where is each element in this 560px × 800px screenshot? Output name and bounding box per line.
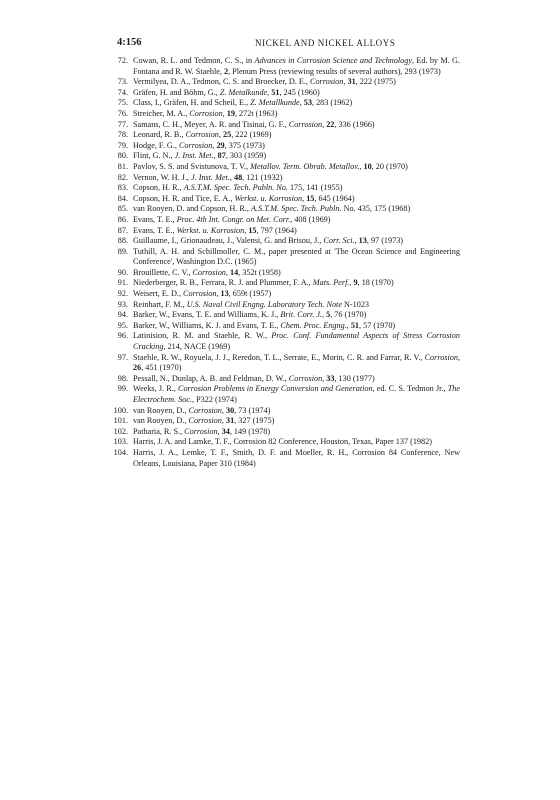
reference-segment: Weeks, J. R., <box>133 384 178 394</box>
reference-segment: , <box>217 426 222 436</box>
reference-item <box>108 215 460 226</box>
reference-number: 100. <box>113 405 128 415</box>
reference-segment: Vernon, W. H. J., <box>133 172 191 182</box>
reference-text <box>133 406 460 417</box>
reference-number: 84. <box>117 193 128 203</box>
reference-number: 94. <box>117 310 128 320</box>
reference-segment: , 245 (1960) <box>279 87 320 97</box>
reference-item <box>108 406 460 417</box>
reference-segment: , 336 (1966) <box>334 119 375 129</box>
reference-volume: 22 <box>326 119 335 129</box>
reference-text <box>133 141 460 152</box>
reference-item <box>108 204 460 215</box>
reference-segment: , 222 (1969) <box>231 130 272 140</box>
reference-segment: Flint, G. N., <box>133 151 175 161</box>
reference-title: Corr. Sci. <box>323 236 355 246</box>
reference-segment: van Rooyen, D., <box>133 405 189 415</box>
reference-segment: Streicher, M. A., <box>133 108 190 118</box>
reference-number: 85. <box>117 204 128 214</box>
reference-segment: , 283 (1962) <box>311 98 353 108</box>
reference-number: 89. <box>117 246 128 256</box>
reference-item <box>108 88 460 99</box>
reference-item <box>108 427 460 438</box>
reference-segment: , 73 (1974) <box>234 405 271 415</box>
reference-number: 102. <box>113 426 128 436</box>
reference-segment: Weisert, E. D., <box>133 289 184 299</box>
page-header <box>117 37 465 51</box>
reference-segment: Samans, C. H., Meyer, A. R. and Tisinai, G. F., <box>133 119 289 129</box>
reference-text <box>133 437 460 448</box>
reference-number: 90. <box>117 267 128 277</box>
reference-item <box>108 416 460 427</box>
reference-text <box>133 151 460 162</box>
reference-volume: 13 <box>358 236 367 246</box>
reference-title: Corrosion <box>288 119 323 129</box>
reference-title: U.S. Naval Civil Engng. Laboratory Tech. Note <box>186 299 342 309</box>
reference-item <box>108 56 460 77</box>
reference-segment: Tuthill, A. H. and Schillmoller, C. M., paper presented at 'The Ocean Science and Engineering Conference', Washington D.C. (1965) <box>133 246 460 267</box>
reference-segment: Cowan, R. L. and Tedmon, C. S., in <box>133 56 255 65</box>
reference-segment: , 222 (1975) <box>355 77 396 87</box>
reference-volume: 9 <box>353 278 358 288</box>
reference-text <box>133 289 460 300</box>
reference-title: Corrosion <box>424 352 458 362</box>
reference-segment: , 408 (1969) <box>290 214 331 224</box>
reference-title: Advances in Corrosion Science and Technology <box>254 56 412 65</box>
reference-segment: , 18 (1970) <box>357 278 394 288</box>
reference-text <box>133 300 460 311</box>
reference-text <box>133 374 460 385</box>
reference-item <box>108 278 460 289</box>
reference-item <box>108 77 460 88</box>
reference-segment: Copson, H. R. and Tice, E. A., <box>133 193 235 203</box>
reference-segment: Gräfen, H. and Böhm, G., <box>133 87 220 97</box>
reference-text <box>133 56 460 77</box>
reference-title: Werkst. u. Korrosion <box>176 225 245 235</box>
page-number: 4:156 <box>117 37 142 48</box>
reference-number: 87. <box>117 225 128 235</box>
reference-item <box>108 321 460 332</box>
reference-volume: 48 <box>233 172 243 182</box>
reference-volume: 34 <box>221 426 230 436</box>
reference-volume: 5 <box>326 310 331 320</box>
reference-text <box>133 194 460 205</box>
reference-volume: 53 <box>303 98 312 108</box>
reference-text <box>133 278 460 289</box>
reference-text <box>133 353 460 374</box>
reference-segment: Leonard, R. B., <box>133 130 186 140</box>
reference-item <box>108 331 460 352</box>
reference-segment: Niederberger, R. B., Ferrara, R. J. and Plummer, F. A., <box>133 278 313 288</box>
reference-item <box>108 310 460 321</box>
reference-text <box>133 384 460 405</box>
reference-segment: , <box>322 373 327 383</box>
reference-title: Corrosion Problems in Energy Conversion and Generation <box>178 384 373 394</box>
reference-segment: , <box>346 320 351 330</box>
reference-item <box>108 374 460 385</box>
reference-segment: Patharia, R. S., <box>133 426 185 436</box>
reference-number: 83. <box>117 183 128 193</box>
reference-segment: , 97 (1973) <box>366 236 404 246</box>
reference-segment: , <box>216 289 221 299</box>
reference-text <box>133 247 460 268</box>
reference-segment: , <box>221 416 226 426</box>
reference-item <box>108 194 460 205</box>
reference-text <box>133 88 460 99</box>
reference-segment: Harris, J. A. and Lamke, T. F., Corrosion 82 Conference, Houston, Texas, Paper 137 (1982) <box>133 437 432 447</box>
reference-title: A.S.T.M. Spec. Tech. Publn. No. <box>183 183 288 193</box>
reference-item <box>108 300 460 311</box>
reference-number: 91. <box>117 278 128 288</box>
reference-text <box>133 427 460 438</box>
reference-segment: Class, I., Gräfen, H. and Scheil, E., <box>133 98 251 108</box>
reference-volume: 13 <box>220 289 229 299</box>
reference-segment: , 451 (1970) <box>141 363 182 373</box>
reference-number: 82. <box>117 172 128 182</box>
reference-segment: van Rooyen, D., <box>133 416 189 426</box>
reference-segment: , <box>354 236 359 246</box>
reference-number: 74. <box>117 87 128 97</box>
reference-segment: , <box>359 161 364 171</box>
reference-number: 75. <box>117 98 128 108</box>
reference-segment: Evans, T. E., <box>133 225 177 235</box>
reference-segment: , <box>218 130 223 140</box>
reference-volume: 33 <box>326 373 335 383</box>
reference-segment: 175, 141 (1955) <box>287 183 343 193</box>
reference-segment: , <box>302 193 307 203</box>
reference-number: 88. <box>117 236 128 246</box>
reference-segment: Vermilyea, D. A., Tedmon, C. S. and Broecker, D. E., <box>133 77 310 87</box>
reference-segment: Hodge, F. G., <box>133 140 179 150</box>
running-title: NICKEL AND NICKEL ALLOYS <box>255 38 396 48</box>
reference-item <box>108 247 460 268</box>
reference-item <box>108 109 460 120</box>
reference-segment: , <box>322 119 327 129</box>
reference-segment: Evans, T. E., <box>133 214 177 224</box>
reference-item <box>108 448 460 469</box>
reference-title: Proc. Conf. Fundamental Aspects of Stress Corrosion Cracking <box>133 331 460 352</box>
reference-volume: 87 <box>217 151 226 161</box>
reference-segment: Reinhart, F. M., <box>133 299 187 309</box>
reference-number: 76. <box>117 108 128 118</box>
reference-number: 99. <box>117 384 128 394</box>
reference-title: Z. Metalkunde <box>219 87 268 97</box>
reference-item <box>108 289 460 300</box>
reference-title: Chem. Proc. Engng. <box>280 320 347 330</box>
reference-text <box>133 331 460 352</box>
reference-volume: 15 <box>248 225 257 235</box>
reference-segment: , <box>229 172 234 182</box>
reference-title: A.S.T.M. Spec. Tech. Publn. <box>251 204 342 214</box>
reference-item <box>108 151 460 162</box>
reference-number: 95. <box>117 320 128 330</box>
reference-text <box>133 162 460 173</box>
reference-title: Corrosion <box>188 416 222 426</box>
reference-volume: 51 <box>350 320 359 330</box>
reference-volume: 15 <box>306 193 315 203</box>
reference-segment: , <box>322 310 327 320</box>
reference-number: 73. <box>117 77 128 87</box>
reference-number: 96. <box>117 331 128 341</box>
reference-number: 98. <box>117 373 128 383</box>
reference-segment: , <box>299 98 304 108</box>
reference-segment: , <box>349 278 354 288</box>
reference-text <box>133 130 460 141</box>
reference-volume: 14 <box>229 267 239 277</box>
reference-segment: , <box>221 405 226 415</box>
reference-number: 78. <box>117 130 128 140</box>
reference-number: 72. <box>117 56 128 65</box>
reference-number: 86. <box>117 214 128 224</box>
reference-volume: 31 <box>347 77 356 87</box>
reference-segment: N-1023 <box>341 299 370 309</box>
reference-segment: , ed. C. S. Tedmon Jr., <box>372 384 448 394</box>
reference-text <box>133 120 460 131</box>
reference-segment: Staehle, R. W., Royuela, J. J., Reredon, T. L., Serrate, E., Morin, C. R. and Farrar, R. V., <box>133 352 425 362</box>
reference-volume: 25 <box>223 130 232 140</box>
reference-list <box>108 56 460 469</box>
reference-title: Z. Metallkunde <box>250 98 300 108</box>
reference-item <box>108 183 460 194</box>
reference-item <box>108 353 460 374</box>
reference-segment: van Rooyen, D. and Copson, H. R., <box>133 204 252 214</box>
reference-volume: 31 <box>225 416 235 426</box>
reference-segment: , 20 (1970) <box>371 161 408 171</box>
reference-segment: , 327 (1975) <box>234 416 275 426</box>
reference-segment: , <box>457 352 460 362</box>
reference-text <box>133 109 460 120</box>
reference-segment: Latinision, R. M. and Staehle, R. W., <box>133 331 272 341</box>
reference-text <box>133 321 460 332</box>
reference-segment: Brouillette, C. V., <box>133 267 193 277</box>
reference-segment: , 645 (1964) <box>314 193 355 203</box>
reference-segment: , <box>212 140 217 150</box>
reference-segment: Barker, W., Williams, K. J. and Evans, T. E., <box>133 320 281 330</box>
reference-volume: 30 <box>225 405 235 415</box>
reference-title: Corrosion <box>185 130 219 140</box>
reference-item <box>108 98 460 109</box>
reference-item <box>108 141 460 152</box>
reference-title: Metallov. Term. Obrab. Metallov. <box>250 161 360 171</box>
reference-text <box>133 204 460 215</box>
reference-segment: , P322 (1974) <box>192 395 237 404</box>
reference-text <box>133 268 460 279</box>
reference-item <box>108 236 460 247</box>
reference-text <box>133 310 460 321</box>
reference-number: 80. <box>117 151 128 161</box>
reference-segment: , 797 (1964) <box>256 225 297 235</box>
reference-segment: , 214, NACE (1969) <box>163 342 231 352</box>
reference-segment: No. 435, 175 (1968) <box>341 204 411 214</box>
reference-volume: 2 <box>223 66 229 76</box>
reference-volume: 51 <box>271 87 280 97</box>
reference-title: Corrosion <box>310 77 344 87</box>
reference-text <box>133 226 460 237</box>
reference-segment: Guillaume, I., Grionaudeau, J., Valensi, G. and Brisou, J., <box>133 236 324 246</box>
reference-title: Brit. Corr. J. <box>280 310 323 320</box>
reference-text <box>133 173 460 184</box>
reference-segment: , 76 (1970) <box>330 310 367 320</box>
reference-segment: , 352t (1958) <box>238 267 281 277</box>
reference-segment: Barker, W., Evans, T. E. and Williams, K. J., <box>133 310 281 320</box>
reference-item <box>108 120 460 131</box>
reference-number: 92. <box>117 289 128 299</box>
reference-number: 97. <box>117 352 128 362</box>
reference-title: Corrosion <box>188 405 222 415</box>
reference-title: Proc. 4th Int. Congr. on Met. Corr. <box>176 214 291 224</box>
reference-item <box>108 437 460 448</box>
reference-item <box>108 268 460 279</box>
reference-text <box>133 448 460 469</box>
reference-segment: , <box>213 151 218 161</box>
reference-segment: , Ed. by M. G. Fontana and R. W. Staehle, <box>133 56 460 76</box>
reference-segment: , 121 (1932) <box>242 172 283 182</box>
reference-segment: , <box>244 225 249 235</box>
reference-segment: , 149 (1978) <box>229 426 271 436</box>
reference-text <box>133 183 460 194</box>
reference-item <box>108 173 460 184</box>
reference-text <box>133 215 460 226</box>
reference-title: J. Inst. Met. <box>174 151 214 161</box>
reference-text <box>133 77 460 88</box>
reference-item <box>108 162 460 173</box>
reference-number: 93. <box>117 299 128 309</box>
reference-segment: , 375 (1973) <box>224 140 265 150</box>
reference-segment: , 303 (1959) <box>225 151 267 161</box>
reference-title: Corrosion <box>184 426 218 436</box>
reference-title: The Electrochem. Soc. <box>133 384 460 404</box>
reference-item <box>108 130 460 141</box>
reference-text <box>133 416 460 427</box>
reference-volume: 29 <box>216 140 225 150</box>
reference-title: Corrosion <box>178 140 213 150</box>
reference-number: 104. <box>113 447 128 457</box>
reference-segment: , <box>267 87 272 97</box>
reference-text <box>133 98 460 109</box>
reference-segment: , <box>343 77 348 87</box>
reference-number: 79. <box>117 140 128 150</box>
reference-number: 77. <box>117 119 128 129</box>
reference-title: Corrosion <box>288 373 323 383</box>
reference-number: 81. <box>117 161 128 171</box>
reference-item <box>108 226 460 237</box>
reference-volume: 10 <box>363 161 372 171</box>
reference-segment: Copson, H. R., <box>133 183 184 193</box>
reference-title: Mats. Perf. <box>312 278 350 288</box>
reference-segment: , Plenum Press (reviewing results of several authors), 293 (1973) <box>228 66 441 76</box>
reference-volume: 19 <box>226 108 235 118</box>
reference-number: 103. <box>113 437 128 447</box>
reference-segment: , 57 (1970) <box>359 320 396 330</box>
reference-number: 101. <box>113 416 128 426</box>
reference-item <box>108 384 460 405</box>
reference-segment: , 272t (1963) <box>234 108 278 118</box>
reference-segment: Pavlov, S. S. and Svistunova, T. V., <box>133 161 251 171</box>
reference-title: Corrosion <box>189 108 223 118</box>
reference-segment: , 130 (1977) <box>334 373 375 383</box>
reference-segment: , <box>225 267 230 277</box>
reference-segment: Pessall, N., Dunlap, A. B. and Feldman, D. W., <box>133 373 289 383</box>
reference-title: Corrosion <box>183 289 217 299</box>
reference-title: Corrosion <box>192 267 226 277</box>
reference-segment: , 659t (1957) <box>228 289 272 299</box>
reference-segment: Harris, J. A., Lemke, T. F., Smith, D. F. and Moeller, R. H., Corrosion 84 Conference, New Orleans, Louisiana, Paper 310 (1984) <box>133 447 460 468</box>
reference-title: J. Inst. Met. <box>191 172 230 182</box>
reference-title: Werkst. u. Korrosion <box>234 193 303 203</box>
reference-volume: 26 <box>133 363 142 373</box>
reference-text <box>133 236 460 247</box>
reference-segment: , <box>222 108 227 118</box>
